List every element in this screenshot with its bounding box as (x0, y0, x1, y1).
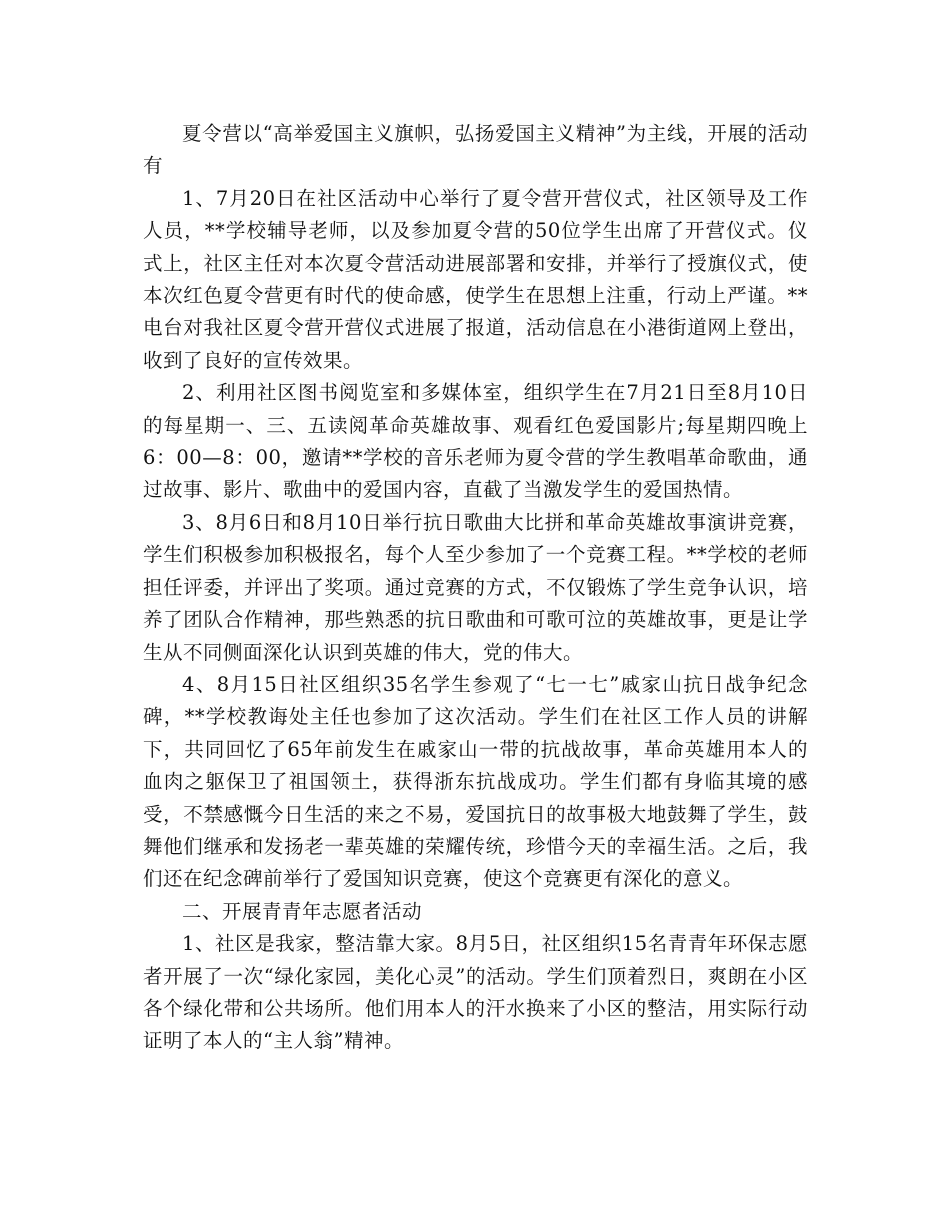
paragraph-item-1: 1、7月20日在社区活动中心举行了夏令营开营仪式，社区领导及工作人员，**学校辅导老师，以及参加夏令营的50位学生出席了开营仪式。仪式上，社区主任对本次夏令营活动进展部署和安排，并举行了授旗仪式，使本次红色夏令营更有时代的使命感，使学生在思想上注重，行动上严谨。**电台对我社区夏令营开营仪式进展了报道，活动信息在小港街道网上登出，收到了良好的宣传效果。 (143, 186, 808, 372)
paragraph-intro: 夏令营以“高举爱国主义旗帜，弘扬爱国主义精神”为主线，开展的活动有 (143, 122, 808, 178)
paragraph-item-3: 3、8月6日和8月10日举行抗日歌曲大比拼和革命英雄故事演讲竞赛，学生们积极参加积极报名，每个人至少参加了一个竞赛工程。**学校的老师担任评委，并评出了奖项。通过竞赛的方式，不仅锻炼了学生竞争认识，培养了团队合作精神，那些熟悉的抗日歌曲和可歌可泣的英雄故事，更是让学生从不同侧面深化认识到英雄的伟大，党的伟大。 (143, 510, 808, 664)
paragraph-volunteer-1: 1、社区是我家，整洁靠大家。8月5日，社区组织15名青青年环保志愿者开展了一次“绿化家园，美化心灵”的活动。学生们顶着烈日，爽朗在小区各个绿化带和公共场所。他们用本人的汗水换来了小区的整洁，用实际行动证明了本人的“主人翁”精神。 (143, 932, 808, 1053)
section-heading-volunteer: 二、开展青青年志愿者活动 (182, 899, 423, 923)
paragraph-item-2: 2、利用社区图书阅览室和多媒体室，组织学生在7月21日至8月10日的每星期一、三、五读阅革命英雄故事、观看红色爱国影片;每星期四晚上6：00—8：00，邀请**学校的音乐老师为夏令营的学生教唱革命歌曲，通过故事、影片、歌曲中的爱国内容，直截了当激发学生的爱国热情。 (143, 381, 808, 502)
document-body (143, 118, 808, 1058)
paragraph-item-4: 4、8月15日社区组织35名学生参观了“七一七”戚家山抗日战争纪念碑，**学校教诲处主任也参加了这次活动。学生们在社区工作人员的讲解下，共同回忆了65年前发生在戚家山一带的抗战故事，革命英雄用本人的血肉之躯保卫了祖国领土，获得浙东抗战成功。学生们都有身临其境的感受，不禁感慨今日生活的来之不易，爱国抗日的故事极大地鼓舞了学生，鼓舞他们继承和发扬老一辈英雄的荣耀传统，珍惜今天的幸福生活。之后，我们还在纪念碑前举行了爱国知识竞赛，使这个竞赛更有深化的意义。 (143, 672, 808, 891)
